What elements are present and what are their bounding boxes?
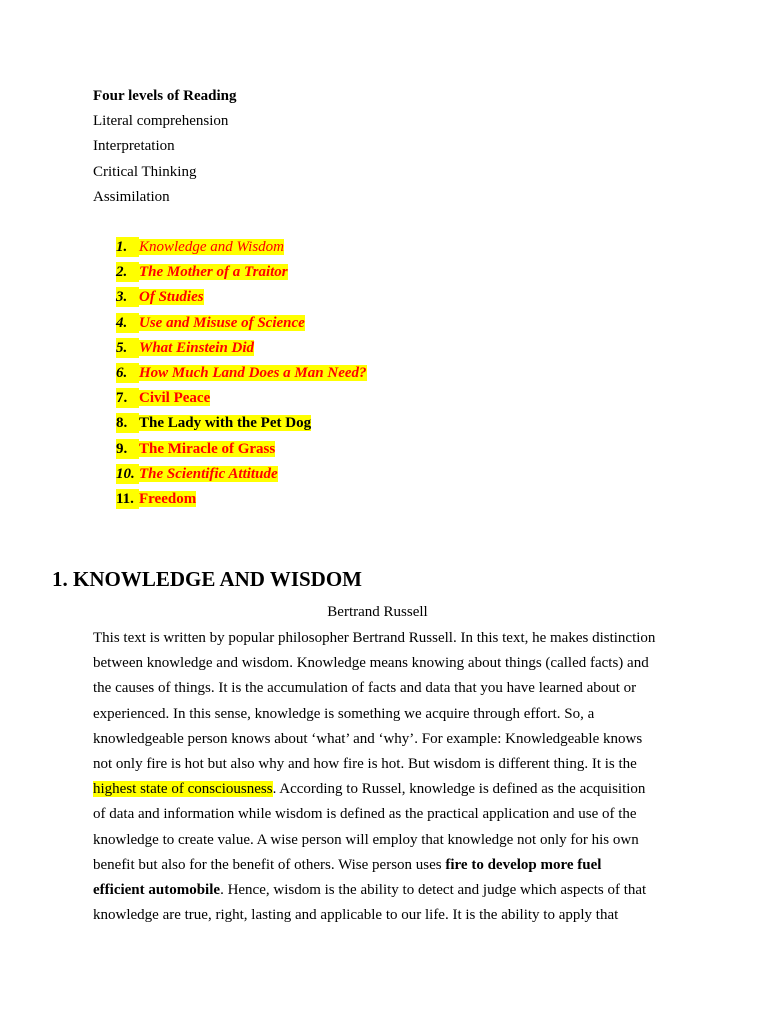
chapter-number: 4. [116, 313, 139, 333]
chapter-list [116, 237, 367, 514]
highlighted-phrase: highest state of consciousness [93, 781, 273, 798]
chapter-item [116, 489, 367, 514]
chapter-item [116, 287, 367, 312]
paragraph-line: the causes of things. It is the accumulation of facts and data that you have learned about or [93, 680, 637, 697]
bold-phrase: efficient automobile [93, 882, 221, 899]
reading-level-item: Interpretation [93, 138, 175, 155]
paragraph-text: . According to Russel, knowledge is defined as the acquisition [272, 781, 646, 798]
chapter-number: 2. [116, 262, 139, 282]
paragraph-line: experienced. In this sense, knowledge is something we acquire through effort. So, a [93, 705, 595, 722]
chapter-item [116, 464, 367, 489]
chapter-number: 5. [116, 338, 139, 358]
paragraph-line: This text is written by popular philosopher Bertrand Russell. In this text, he makes distinction [93, 630, 656, 646]
chapter-item [116, 313, 367, 338]
chapter-title: The Mother of a Traitor [139, 264, 288, 281]
chapter-item [116, 363, 367, 388]
chapter-number: 3. [116, 287, 139, 307]
chapter-number: 9. [116, 439, 139, 459]
chapter-number: 8. [116, 413, 139, 433]
paragraph-line [93, 853, 683, 878]
paragraph-text: . Hence, wisdom is the ability to detect and judge which aspects of that [220, 882, 647, 899]
reading-level-item: Literal comprehension [93, 113, 229, 130]
chapter-number: 7. [116, 388, 139, 408]
section-heading: 1. KNOWLEDGE AND WISDOM [52, 567, 362, 591]
chapter-title: Use and Misuse of Science [139, 314, 305, 331]
paragraph-line: of data and information while wisdom is defined as the practical application and use of the [93, 806, 637, 823]
chapter-title: Civil Peace [139, 390, 211, 407]
reading-levels-heading: Four levels of Reading [93, 88, 237, 104]
paragraph-line [93, 878, 683, 903]
chapter-title: How Much Land Does a Man Need? [139, 364, 367, 381]
chapter-number: 6. [116, 363, 139, 383]
chapter-title: The Scientific Attitude [139, 465, 278, 482]
chapter-item [116, 439, 367, 464]
bold-phrase: fire to develop more fuel [445, 856, 602, 873]
paragraph-line: knowledge are true, right, lasting and applicable to our life. It is the ability to apply that [93, 907, 619, 924]
chapter-title: The Miracle of Grass [139, 440, 276, 457]
paragraph-line: between knowledge and wisdom. Knowledge means knowing about things (called facts) and [93, 655, 649, 672]
reading-level-item: Critical Thinking [93, 163, 197, 180]
reading-levels-list [93, 86, 236, 212]
paragraph-line: knowledge to create value. A wise person will employ that knowledge not only for his own [93, 831, 639, 848]
chapter-number: 1. [116, 237, 139, 257]
paragraph-line: not only fire is hot but also why and how fire is hot. But wisdom is different thing. It is the [93, 756, 637, 773]
author-name: Bertrand Russell [327, 604, 428, 620]
chapter-item [116, 413, 367, 438]
chapter-item [116, 237, 367, 262]
chapter-title: Of Studies [139, 289, 204, 306]
chapter-item [116, 388, 367, 413]
chapter-title: Knowledge and Wisdom [139, 239, 284, 255]
paragraph-line [93, 777, 683, 802]
chapter-number: 10. [116, 464, 139, 484]
chapter-item [116, 338, 367, 363]
reading-level-item: Assimilation [93, 188, 170, 205]
chapter-title: What Einstein Did [139, 339, 255, 356]
paragraph-text: benefit but also for the benefit of others. Wise person uses [93, 856, 446, 873]
chapter-item [116, 262, 367, 287]
paragraph-line: knowledgeable person knows about ‘what’ and ‘why’. For example: Knowledgeable knows [93, 730, 643, 747]
chapter-title: The Lady with the Pet Dog [139, 415, 312, 432]
body-paragraph [93, 626, 683, 928]
chapter-title: Freedom [139, 490, 197, 507]
chapter-number: 11. [116, 489, 139, 509]
